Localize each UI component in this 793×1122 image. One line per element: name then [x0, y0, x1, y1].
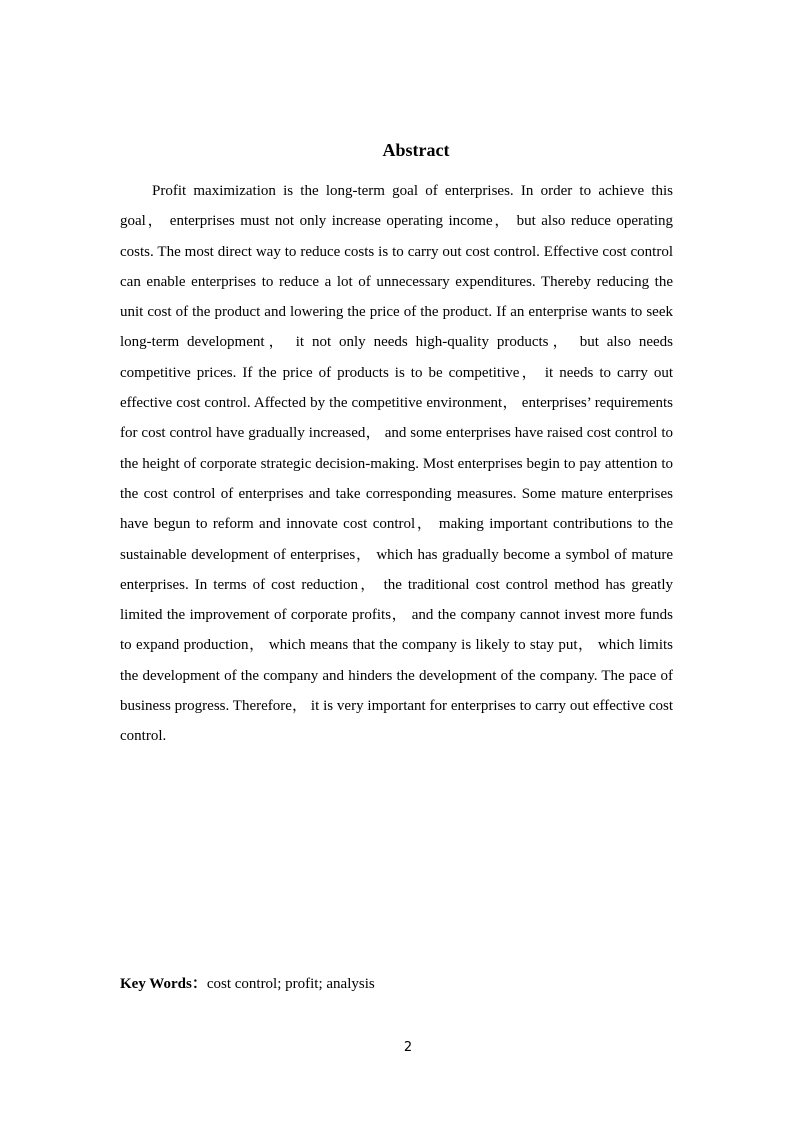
abstract-title: Abstract	[382, 140, 450, 160]
keywords-text: cost control; profit; analysis	[206, 976, 375, 992]
abstract-body: Profit maximization is the long-term goal of enterprises. In order to achieve this goal， enterprises must not only increase operating income， but also reduce operating costs. The most direct way to reduce costs is to carry out cost control. Effective cost control can enable enterprises to reduce a lot of unnecessary expenditures. Thereby reducing the unit cost of the product and lowering the price of the product. If an enterprise wants to seek long-term development， it not only needs high-quality products， but also needs competitive prices. If the price of products is to be competitive， it needs to carry out effective cost control. Affected by the competitive environment， enterprises’ requirements for cost control have gradually increased， and some enterprises have raised cost control to the height of corporate strategic decision-making. Most enterprises begin to pay attention to the cost control of enterprises and take corresponding measures. Some mature enterprises have begun to reform and innovate cost control， making important contributions to the sustainable development of enterprises， which has gradually become a symbol of mature enterprises. In terms of cost reduction， the traditional cost control method has greatly limited the improvement of corporate profits， and the company cannot invest more funds to expand production， which means that the company is likely to stay put， which limits the development of the company and hinders the development of the company. The pace of business progress. Therefore， it is very important for enterprises to carry out effective cost control.	[120, 183, 673, 745]
page-number: 2	[403, 1040, 413, 1055]
keywords-line	[120, 973, 673, 995]
keywords-label: Key Words：	[120, 976, 207, 992]
